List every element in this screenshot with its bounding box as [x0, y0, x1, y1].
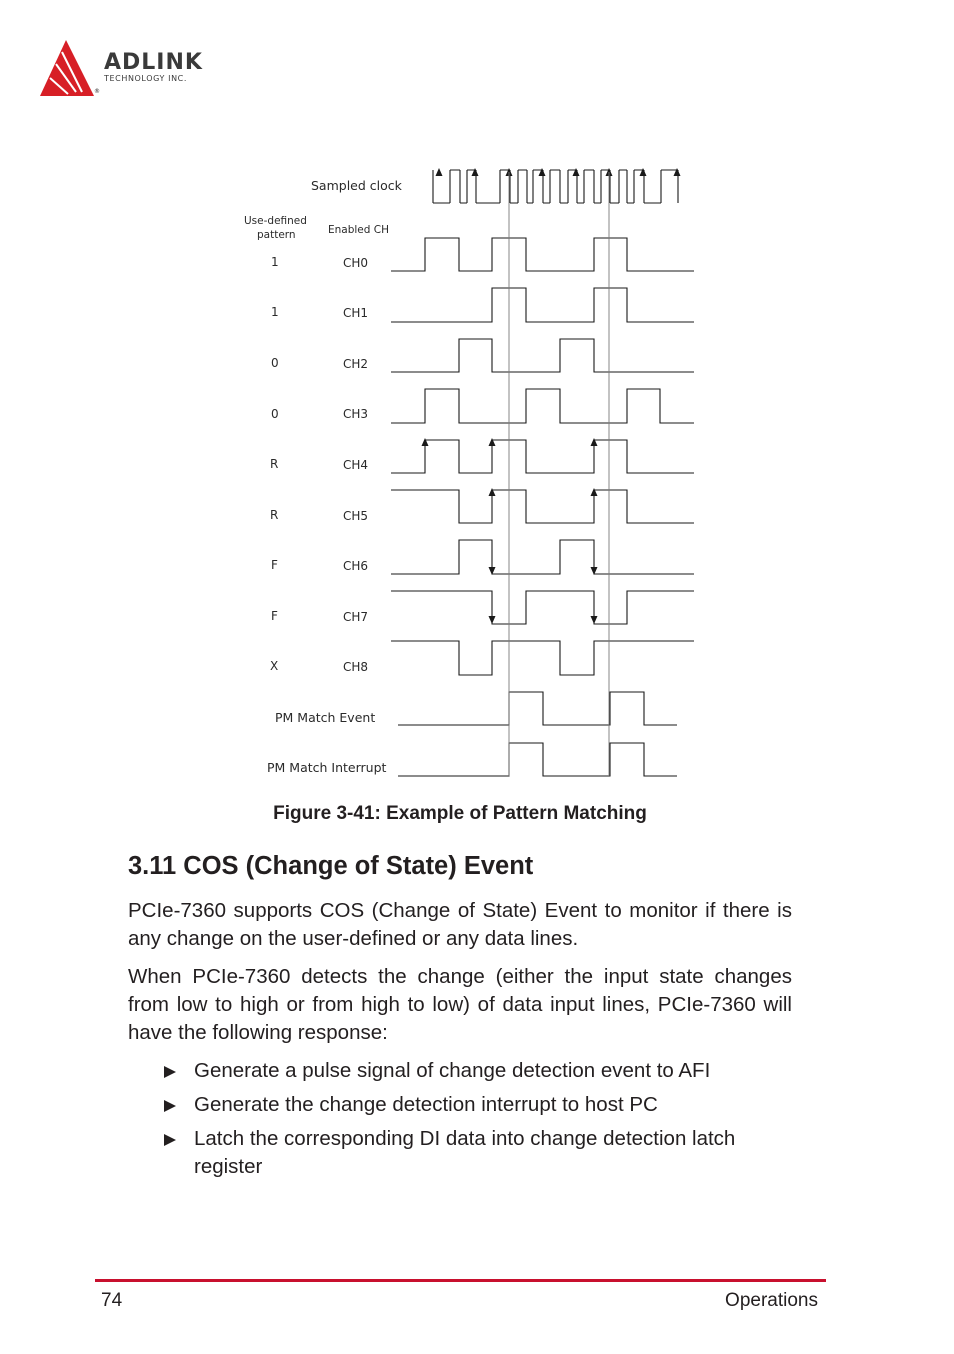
pattern-value: 1 [271, 305, 279, 319]
channel-label: CH3 [343, 407, 369, 421]
pm-match-event-label: PM Match Event [275, 710, 376, 725]
pm-match-interrupt-waveform [398, 743, 677, 776]
pattern-header-line1: Use-defined [244, 215, 307, 227]
channel-label: CH2 [343, 357, 369, 371]
list-item-text: Generate the change detection interrupt to host PC [194, 1093, 658, 1116]
edge-arrowheads [422, 438, 598, 624]
pattern-value: F [271, 558, 278, 572]
response-list [160, 1057, 800, 1187]
pattern-value: F [271, 609, 278, 623]
list-item-text: Generate a pulse signal of change detection event to AFI [194, 1059, 711, 1082]
logo-subtitle: TECHNOLOGY INC. [104, 74, 187, 83]
pattern-value: 1 [271, 255, 279, 269]
footer-rule [95, 1279, 826, 1282]
ch7-waveform [391, 591, 694, 624]
channel-label: CH6 [343, 559, 369, 573]
ch5-waveform [391, 490, 694, 523]
pm-match-interrupt-label: PM Match Interrupt [267, 760, 387, 775]
list-item-text: Latch the corresponding DI data into change detection latch register [194, 1127, 736, 1178]
channel-label: CH7 [343, 610, 369, 624]
channel-label: CH4 [343, 458, 369, 472]
list-item [160, 1091, 800, 1119]
channel-label: CH0 [343, 256, 369, 270]
clock-arrowheads [436, 168, 681, 176]
channel-label: CH8 [343, 660, 369, 674]
registered-mark: ® [94, 88, 100, 95]
pattern-value: 0 [271, 356, 279, 370]
ch0-waveform [391, 238, 694, 271]
ch8-waveform [391, 641, 694, 675]
pattern-value: R [270, 457, 279, 471]
ch3-waveform [391, 389, 694, 423]
paragraph-response: When PCIe-7360 detects the change (either the input state changes from low to high or from high to low) of data input lines, PCIe-7360 will have the following response: [128, 965, 792, 1044]
pattern-value: X [270, 659, 279, 673]
figure-caption: Figure 3-41: Example of Pattern Matching [273, 803, 647, 824]
ch2-waveform [391, 339, 694, 372]
paragraph-intro: PCIe-7360 supports COS (Change of State) Event to monitor if there is any change on the user-defined or any data lines. [128, 899, 792, 950]
ch4-waveform [391, 440, 694, 473]
pattern-value: 0 [271, 407, 279, 421]
pattern-header-line2: pattern [257, 229, 296, 241]
list-item [160, 1125, 800, 1181]
channel-header: Enabled CH [328, 224, 389, 236]
pattern-value: R [270, 508, 279, 522]
logo-wordmark: ADLINK [104, 50, 203, 75]
list-item [160, 1057, 800, 1085]
pm-match-event-waveform [398, 692, 677, 725]
channel-label: CH5 [343, 509, 369, 523]
ch6-waveform [391, 540, 694, 574]
footer-section-name: Operations [725, 1290, 818, 1311]
triangle-bullet-icon [163, 1133, 177, 1147]
triangle-bullet-icon [163, 1065, 177, 1079]
channel-label: CH1 [343, 306, 369, 320]
sampled-clock-label: Sampled clock [311, 178, 402, 193]
page-number: 74 [101, 1290, 123, 1311]
triangle-bullet-icon [163, 1099, 177, 1113]
ch1-waveform [391, 288, 694, 322]
section-title: 3.11 COS (Change of State) Event [128, 852, 534, 880]
